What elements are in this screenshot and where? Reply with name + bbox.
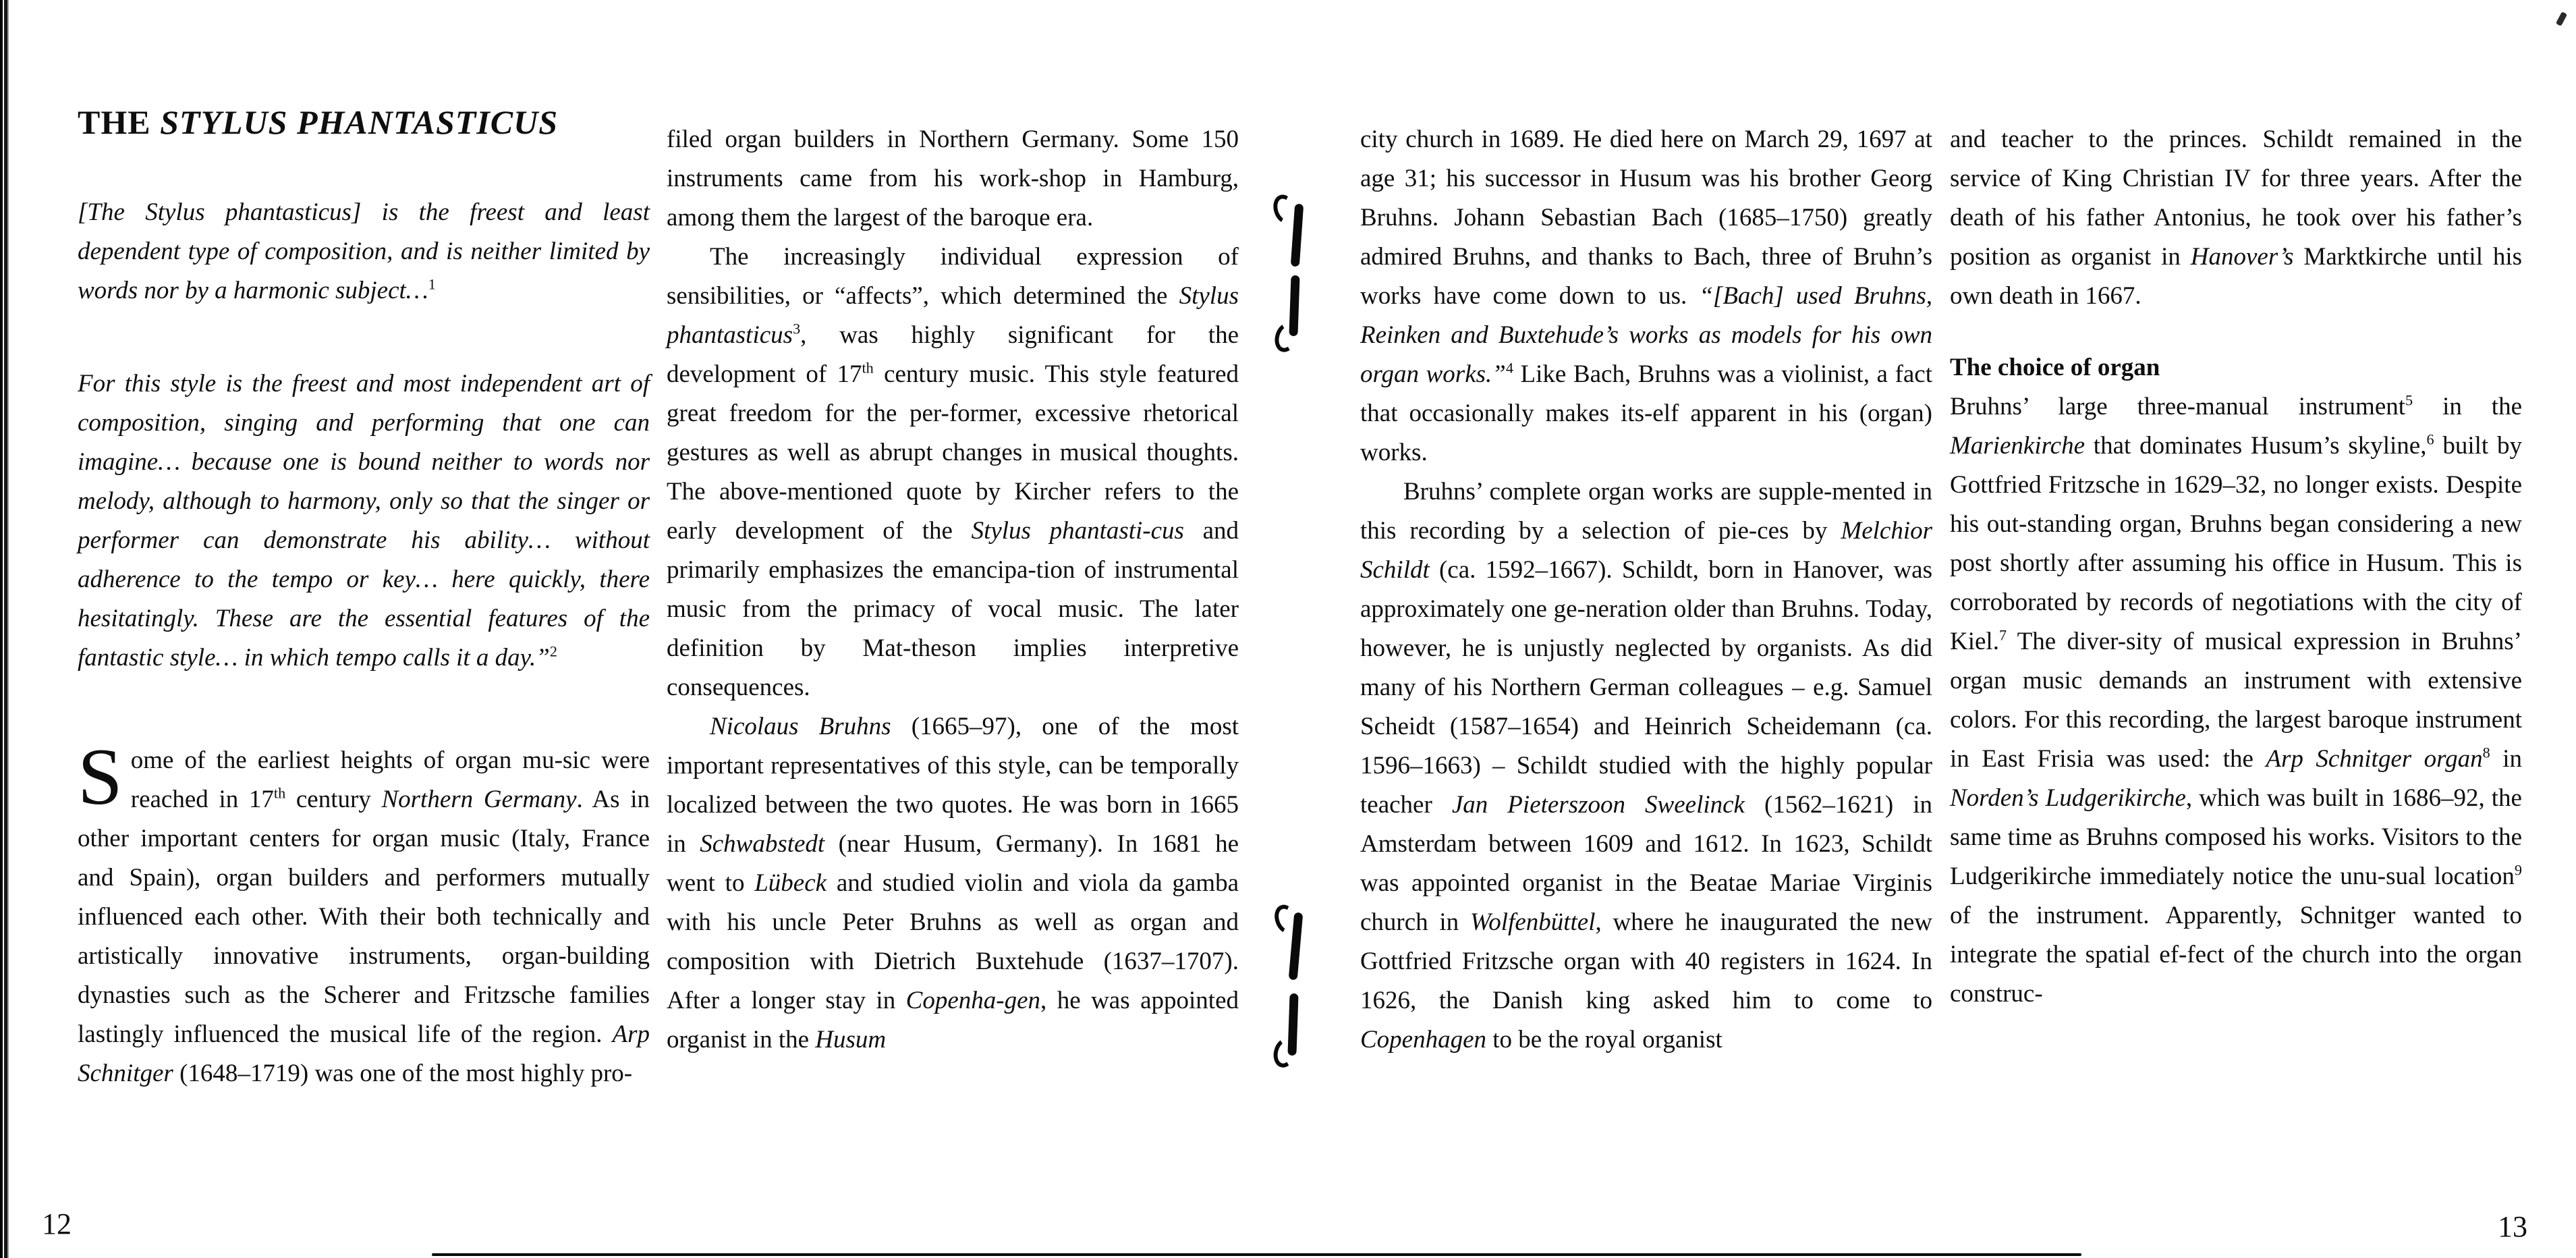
section-title: THE STYLUS PHANTASTICUS [78,103,559,141]
page12-column-2 [667,101,1239,1060]
drop-cap: S [78,732,123,821]
body-paragraph: The increasingly individual expression of sensibilities, or “affects”, which determined the Stylus phantasticus$^3$, was highly significant for the development of 17th century music. This style featured great freedom for the per-former, excessive rhetorical gestures as well as abrupt changes in musical thoughts. The above-mentioned quote by Kircher refers to the early development of the Stylus phantasti-cus and primarily emphasizes the emancipa-tion of instrumental music from the primacy of vocal music. The later definition by Mat-theson implies interpretive consequences. [667,243,1239,701]
body-paragraph: Bruhns’ complete organ works are supple-mented in this recording by a selection of pie-ces by Melchior Schildt (ca. 1592–1667). Schildt, born in Hanover, was approximately one ge-neration older than Bruhns. Today, however, he is unjustly neglected by organists. As did many of his Northern German colleagues – e.g. Samuel Scheidt (1587–1654) and Heinrich Scheidemann (ca. 1596–1663) – Schildt studied with the highly popular teacher Jan Pieterszoon Sweelinck (1562–1621) in Amsterdam between 1609 and 1612. In 1623, Schildt was appointed organist in the Beatae Mariae Virginis church in Wolfenbüttel, where he inaugurated the new Gottfried Fritzsche organ with 40 registers in 1624. In 1626, the Danish king asked him to come to Copenhagen to be the royal organist [1360,478,1932,1054]
epigraph-quote-1: [The Stylus phantasticus] is the freest and least dependent type of composition, and is neither limited by words nor by a harmonic subject…$^1$ [78,198,650,304]
body-paragraph: Nicolaus Bruhns (1665–97), one of the most important representatives of this style, can be temporally localized between the two quotes. He was born in 1665 in Schwabstedt (near Husum, Germany). In 1681 he went to Lübeck and studied violin and viola da gamba with his uncle Peter Bruhns as well as organ and composition with Dietrich Buxtehude (1637–1707). After a longer stay in Copenha-gen, he was appointed organist in the Husum [667,713,1239,1054]
body-paragraph: city church in 1689. He died here on March 29, 1697 at age 31; his successor in Husum was his brother Georg Bruhns. Johann Sebastian Bach (1685–1750) greatly admired Bruhns, and thanks to Bach, three of Bruhn’s works have come down to us. “[Bach] used Bruhns, Reinken and Buxtehude’s works as models for his own organ works.”$^4$ Like Bach, Bruhns was a violinist, a fact that occasionally makes its-elf apparent in his (organ) works. [1360,126,1932,466]
scan-bottom-edge-line [432,1253,2081,1256]
page12-column-1 [78,101,650,1093]
body-paragraph: Bruhns’ large three-manual instrument$^5$ in the Marienkirche that dominates Husum’s skyline,$^6$ built by Gottfried Fritzsche in 1629–32, no longer exists. Despite his out-standing organ, Bruhns began considering a new post shortly after assuming his office in Husum. This is corroborated by records of negotiations with the city of Kiel.$^7$ The diver-sity of musical expression in Bruhns’ organ music demands an instrument with extensive colors. For this recording, the largest baroque instrument in East Frisia was used: the Arp Schnitger organ$^8$ in Norden’s Ludgerikirche, which was built in 1686–92, the same time as Bruhns composed his works. Visitors to the Ludgerikirche immediately notice the unu-sual location$^9$ of the instrument. Apparently, Schnitger wanted to integrate the spatial ef-fect of the church into the organ construc- [1950,391,2523,1008]
paragraph-text: ome of the earliest heights of organ mu-sic were reached in 17th century Northern Germany. As in other important centers for organ music (Italy, France and Spain), organ builders and performers mutually influenced each other. With their both technically and artistically innovative instruments, organ-building dynasties such as the Scherer and Fritzsche families lastingly influenced the musical life of the region. Arp Schnitger (1648–1719) was one of the most highly pro- [78,746,650,1087]
page-number-right: 13 [2498,1210,2527,1243]
scan-spine-edge [0,0,9,1258]
subsection-heading: The choice of organ [1950,354,2160,381]
page13-column-2 [1950,101,2522,1014]
page-number-left: 12 [42,1207,72,1240]
epigraph-quote-2: For this style is the freest and most independent art of composition, singing and performing that one can imagine… because one is bound neither to words nor melody, although to harmony, only so that the singer or performer can demonstrate his ability… without adherence to the tempo or key… here quickly, there hesitatingly. These are the essential features of the fantastic style… in which tempo calls it a day.”$^2$ [78,370,650,672]
body-paragraph: filed organ builders in Northern Germany. Some 150 instruments came from his work-shop in Hamburg, among them the largest of the baroque era. [667,126,1239,231]
page13-column-1 [1360,101,1932,1060]
scan-speck [2556,11,2567,26]
body-paragraph [78,732,650,1093]
body-paragraph: and teacher to the princes. Schildt remained in the service of King Christian IV for three years. After the death of his father Antonius, he took over his father’s position as organist in Hanover’s Marktkirche until his own death in 1667. [1950,126,2523,310]
